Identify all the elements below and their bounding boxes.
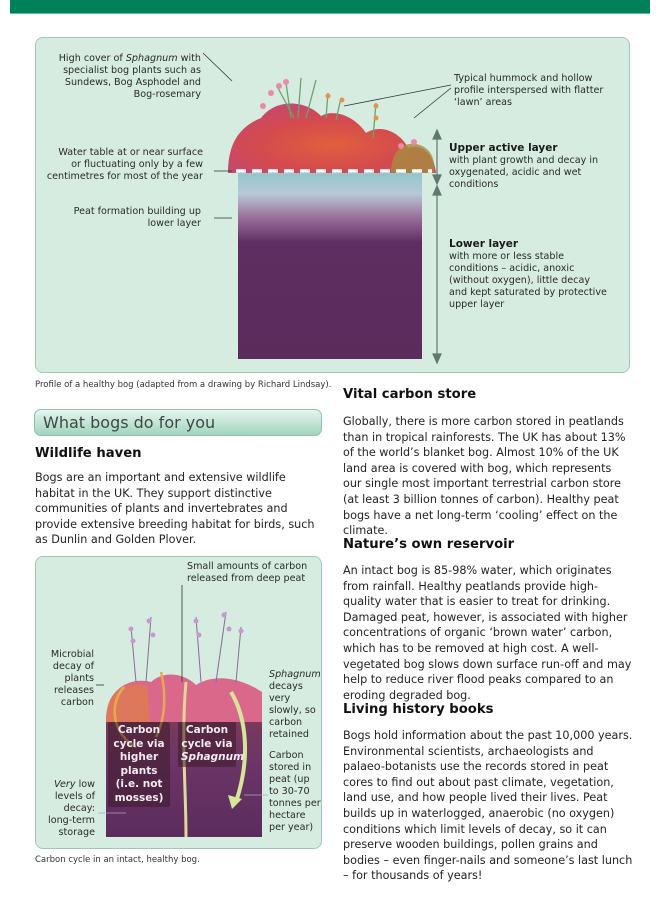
carbon-cycle-figure — [35, 556, 322, 849]
history-heading: Living history books — [343, 702, 494, 717]
reservoir-heading: Nature’s own reservoir — [343, 537, 515, 552]
figure2-caption: Carbon cycle in an intact, healthy bog. — [35, 855, 200, 865]
carbon-store-heading: Vital carbon store — [343, 387, 477, 402]
wildlife-body: Bogs are an important and extensive wildlife habitat in the UK. They support distinctive communities of plants and invertebrates and provide extensive breeding habitat for birds, such as Dunlin and Golden Plover. — [35, 471, 315, 547]
wildlife-heading: Wildlife haven — [35, 446, 142, 461]
label-sphagnum-cover: High cover of Sphagnum with specialist bog plants such as Sundews, Bog Asphodel and Bog-rosemary — [58, 53, 201, 100]
carbon-cycle-sphagnum: Carbon cycle via Sphagnum — [178, 722, 236, 767]
label-upper-layer: Upper active layer with plant growth and decay in oxygenated, acidic and wet conditions — [449, 142, 599, 190]
label-small-amounts: Small amounts of carbon released from deep peat — [187, 561, 308, 584]
label-water-table: Water table at or near surface or fluctuating only by a few centimetres for most of the year — [46, 147, 203, 182]
label-very-low-decay: Very low levels of decay: long-term storage — [48, 779, 95, 838]
carbon-store-body: Globally, there is more carbon stored in peatlands than in tropical rainforests. The UK has about 13% of the world’s blanket bog. Almost 10% of the UK land area is covered with bog, which represents our single most important terrestrial carbon store (at least 3 billion tonnes of carbon). Healthy peat bogs have a net long-term ‘cooling’ effect on the climate. — [343, 415, 626, 538]
label-carbon-stored: Carbon stored in peat (up to 30-70 tonnes per hectare per year) — [269, 750, 321, 833]
reservoir-body: An intact bog is 85-98% water, which originates from rainfall. Healthy peatlands provide high-quality water that is easier to treat for drinking. Damaged peat, however, is associated with higher concentrations of organic ‘brown water’ carbon, which has to be removed at high cost. A well-vegetated bog slows down surface run-off and may help to reduce river flood peaks compared to an eroding degraded bog. — [343, 564, 632, 702]
top-banner — [10, 0, 650, 14]
label-microbial-decay: Microbial decay of plants releases carbon — [50, 649, 94, 708]
label-sphagnum-decays: Sphagnum decays very slowly, so carbon retained — [269, 669, 321, 740]
figure1-caption: Profile of a healthy bog (adapted from a drawing by Richard Lindsay). — [35, 380, 332, 390]
carbon-cycle-higher-plants: Carbon cycle via higher plants (i.e. not mosses) — [108, 722, 170, 807]
section-header: What bogs do for you — [34, 409, 322, 436]
label-peat-formation: Peat formation building up lower layer — [73, 206, 201, 229]
bog-profile-figure — [35, 37, 630, 373]
label-hummock: Typical hummock and hollow profile interspersed with flatter ‘lawn’ areas — [454, 73, 604, 108]
history-body: Bogs hold information about the past 10,000 years. Environmental scientists, archaeologists and palaeo-botanists use the records stored in peat cores to find out about past climate, vegetation, land use, and how people lived their lives. Peat builds up in waterlogged, anaerobic (no oxygen) conditions which limit levels of decay, so it can preserve wooden buildings, pollen grains and bodies – even finger-nails and someone’s last lunch – for thousands of years! — [343, 729, 633, 883]
label-lower-layer: Lower layer with more or less stable conditions – acidic, anoxic (without oxygen), little decay and kept saturated by protective upper layer — [449, 238, 607, 310]
